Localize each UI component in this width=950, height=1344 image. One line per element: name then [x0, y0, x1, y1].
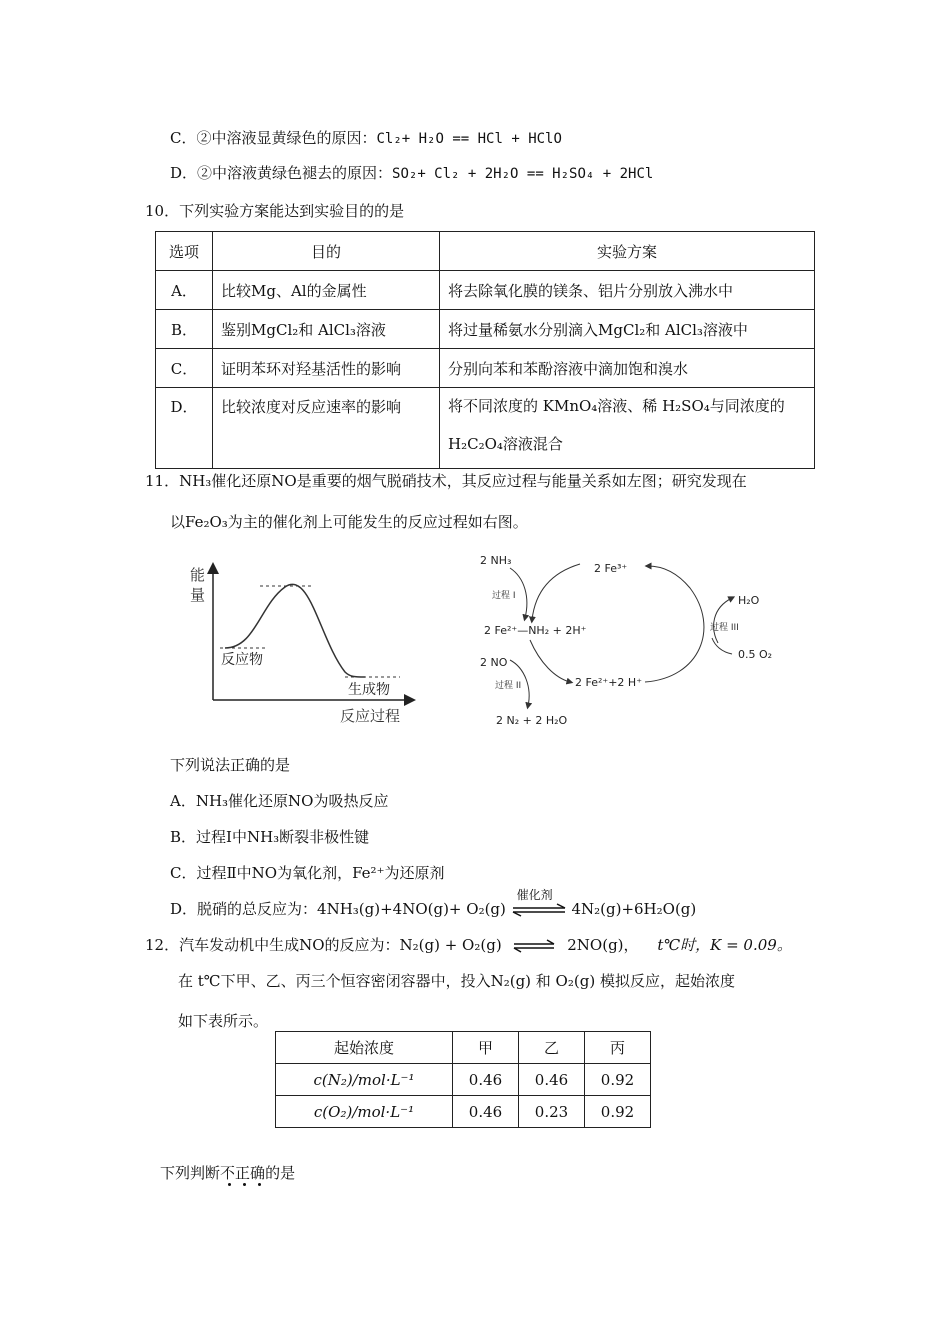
catalyst-arrow: [511, 888, 567, 918]
cell-o2-bing: 0.92: [585, 1096, 651, 1128]
energy-diagram: [185, 560, 425, 730]
cycle-process3: 过程 III: [710, 623, 739, 633]
q10-table: [155, 231, 815, 469]
emphasis-char: [250, 1164, 265, 1182]
q11-option-c: C．过程Ⅱ中NO为氧化剂，Fe²⁺为还原剂: [170, 864, 445, 882]
cell-n2-yi: 0.46: [519, 1064, 585, 1096]
q11-stem-line1: 11．NH₃催化还原NO是重要的烟气脱硝技术，其反应过程与能量关系如左图；研究发现在: [145, 472, 747, 490]
emphasis-text-3: 确: [250, 1164, 266, 1182]
plan-c: 分别向苯和苯酚溶液中滴加饱和溴水: [440, 349, 815, 388]
q11-prompt: 下列说法正确的是: [170, 756, 291, 774]
table-row: [156, 310, 815, 349]
plan-a: 将去除氧化膜的镁条、铝片分别放入沸水中: [440, 271, 815, 310]
row-label-o2: c(O₂)/mol·L⁻¹: [276, 1096, 453, 1128]
emphasis-char: [235, 1164, 250, 1182]
q11-d-products: 4N₂(g)+6H₂O(g): [571, 900, 697, 918]
header-option: 选项: [156, 232, 213, 271]
q9-c-label: C．②中溶液显黄绿色的原因：: [170, 129, 377, 147]
q12-products: 2NO(g)，: [567, 936, 639, 954]
arrow-cycle-back: [645, 566, 704, 682]
option-d: D．: [156, 388, 213, 469]
cycle-products: 2 N₂ + 2 H₂O: [496, 714, 568, 727]
plan-d-line1: 将不同浓度的 KMnO₄溶液、稀 H₂SO₄与同浓度的: [448, 397, 785, 415]
q11-stem-line2: 以Fe₂O₃为主的催化剂上可能发生的反应过程如右图。: [170, 513, 528, 531]
cycle-intermediate: 2 Fe²⁺—NH₂ + 2H⁺: [484, 624, 587, 637]
arrow-o2-in: [712, 638, 732, 654]
plan-d-line2: H₂C₂O₄溶液混合: [448, 435, 563, 453]
table-row: [276, 1032, 651, 1064]
q9-option-d: [170, 162, 653, 183]
table-row: [156, 349, 815, 388]
catalyst-label: 催化剂: [516, 888, 553, 902]
table-row: [156, 232, 815, 271]
q10-stem: 10．下列实验方案能达到实验目的的是: [145, 202, 405, 220]
goal-c: 证明苯环对羟基活性的影响: [213, 349, 440, 388]
goal-b: 鉴别MgCl₂和 AlCl₃溶液: [213, 310, 440, 349]
q11-option-b: B．过程Ⅰ中NH₃断裂非极性键: [170, 828, 370, 846]
q9-option-c: [170, 127, 562, 148]
emphasis-text-2: 正: [235, 1164, 251, 1182]
q12-prompt: [160, 1162, 295, 1183]
equilibrium-arrow-icon: [512, 939, 556, 953]
header-plan: 实验方案: [440, 232, 815, 271]
q12-stem-line2: 在 t℃下甲、乙、丙三个恒容密闭容器中，投入N₂(g) 和 O₂(g) 模拟反应，起始浓度: [178, 972, 735, 990]
q12-condition: t℃时，K = 0.09。: [657, 936, 792, 954]
table-row: [276, 1096, 651, 1128]
option-b: B．: [156, 310, 213, 349]
cell-n2-bing: 0.92: [585, 1064, 651, 1096]
product-label: 生成物: [348, 682, 390, 698]
cycle-fe3: 2 Fe³⁺: [594, 562, 628, 575]
q12-stem-line3: 如下表所示。: [178, 1012, 269, 1030]
goal-a: 比较Mg、Al的金属性: [213, 271, 440, 310]
q9-d-equation: SO₂+ Cl₂ + 2H₂O == H₂SO₄ + 2HCl: [392, 166, 654, 182]
header-jia: 甲: [453, 1032, 519, 1064]
q9-c-equation: Cl₂+ H₂O == HCl + HClO: [376, 131, 562, 147]
q11-d-reactants: D．脱硝的总反应为：4NH₃(g)+4NO(g)+ O₂(g): [170, 900, 506, 918]
table-row: [276, 1064, 651, 1096]
energy-xlabel: 反应过程: [340, 707, 401, 725]
cycle-diagram: [470, 548, 790, 738]
plan-d: [440, 388, 815, 469]
cell-o2-yi: 0.23: [519, 1096, 585, 1128]
cycle-nh3: 2 NH₃: [480, 554, 512, 567]
q12-stem-line1: [145, 934, 792, 955]
reactant-label: 反应物: [221, 652, 263, 668]
goal-d: 比较浓度对反应速率的影响: [213, 388, 440, 469]
cycle-no: 2 NO: [480, 656, 508, 669]
emphasis-char: [220, 1164, 235, 1182]
arrow-fe3-in: [532, 564, 580, 620]
option-c: C．: [156, 349, 213, 388]
option-a: A．: [156, 271, 213, 310]
equilibrium-arrow-icon: [511, 902, 567, 918]
prompt-part-e: 的是: [265, 1164, 296, 1182]
cell-o2-jia: 0.46: [453, 1096, 519, 1128]
q9-d-label: D．②中溶液黄绿色褪去的原因：: [170, 164, 393, 182]
header-bing: 丙: [585, 1032, 651, 1064]
header-concentration: 起始浓度: [276, 1032, 453, 1064]
plan-b: 将过量稀氨水分别滴入MgCl₂和 AlCl₃溶液中: [440, 310, 815, 349]
cycle-process2: 过程 II: [495, 681, 522, 691]
q11-option-d: [170, 888, 697, 919]
cycle-h2o: H₂O: [738, 594, 760, 607]
table-row: [156, 388, 815, 469]
header-goal: 目的: [213, 232, 440, 271]
cell-n2-jia: 0.46: [453, 1064, 519, 1096]
q12-reactants: 12．汽车发动机中生成NO的反应为：N₂(g) + O₂(g): [145, 936, 502, 954]
cycle-o2: 0.5 O₂: [738, 648, 773, 661]
arrow-to-fe2: [530, 640, 570, 682]
cycle-process1: 过程 I: [492, 591, 516, 601]
emphasis-text-1: 不: [220, 1164, 236, 1182]
prompt-part-a: 下列判断: [160, 1164, 221, 1182]
q12-table: [275, 1031, 651, 1128]
header-yi: 乙: [519, 1032, 585, 1064]
energy-ylabel-2: 量: [190, 586, 206, 604]
table-row: [156, 271, 815, 310]
q11-option-a: A．NH₃催化还原NO为吸热反应: [170, 792, 389, 810]
cycle-fe2: 2 Fe²⁺+2 H⁺: [575, 676, 642, 689]
arrow-h2o-out: [714, 598, 732, 643]
energy-ylabel-1: 能: [190, 566, 206, 584]
row-label-n2: c(N₂)/mol·L⁻¹: [276, 1064, 453, 1096]
